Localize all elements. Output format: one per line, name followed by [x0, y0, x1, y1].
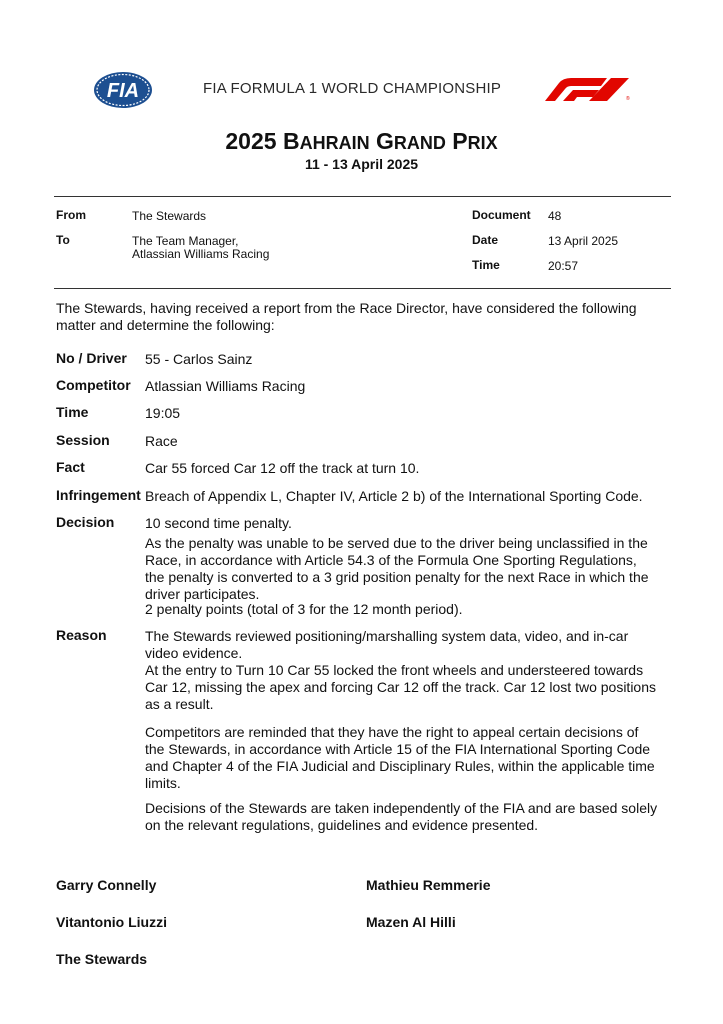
decision-penalty-points: 2 penalty points (total of 3 for the 12 month period).	[145, 601, 463, 617]
fia-logo-text: FIA	[106, 80, 140, 102]
from-value: The Stewards	[132, 209, 207, 223]
date-label: Date	[472, 233, 499, 247]
to-label: To	[56, 233, 70, 247]
event-dates: 11 - 13 April 2025	[304, 156, 419, 172]
steward-signature-3: Vitantonio Liuzzi	[56, 914, 167, 930]
reason-evidence: The Stewards reviewed positioning/marshalling system data, video, and in-car video evidence.	[145, 628, 629, 661]
date-value: 13 April 2025	[548, 234, 619, 248]
infringement-value: Breach of Appendix L, Chapter IV, Article 2 b) of the International Sporting Code.	[145, 488, 643, 504]
divider-top	[54, 196, 671, 197]
fact-label: Fact	[56, 459, 85, 475]
reason-label: Reason	[56, 627, 107, 643]
to-value-line-2: Atlassian Williams Racing	[132, 247, 270, 261]
decision-label: Decision	[56, 514, 115, 530]
to-value-line-1: The Team Manager,	[132, 234, 239, 248]
competitor-label: Competitor	[56, 377, 131, 393]
document-label: Document	[472, 208, 531, 222]
page-title: 2025 BAHRAIN GRAND PRIX	[225, 128, 498, 154]
appeal-notice: Competitors are reminded that they have the right to appeal certain decisions of the Stewards, in accordance with Article 15 of the FIA International Sporting Code and Chapter 4 of the FIA Judicial and Disciplinary Rules, within the applicable time limits.	[145, 724, 655, 791]
decision-penalty: 10 second time penalty.	[145, 515, 292, 531]
fia-logo	[92, 70, 154, 110]
stewards-footer: The Stewards	[56, 951, 148, 967]
incident-time-label: Time	[56, 404, 89, 420]
competitor-value: Atlassian Williams Racing	[145, 378, 306, 394]
f1-logo	[543, 77, 631, 101]
driver-value: 55 - Carlos Sainz	[145, 351, 253, 367]
driver-label: No / Driver	[56, 350, 127, 366]
incident-time-value: 19:05	[145, 405, 181, 421]
decision-grid-penalty: As the penalty was unable to be served due to the driver being unclassified in the Race, in accordance with Article 54.3 of the Formula One Sporting Regulations, the penalty is converted to a 3 grid position penalty for the next Race in which the driver participates.	[145, 535, 649, 602]
steward-signature-1: Garry Connelly	[56, 877, 157, 893]
infringement-label: Infringement	[56, 487, 141, 503]
time-label: Time	[472, 258, 500, 272]
fact-value: Car 55 forced Car 12 off the track at turn 10.	[145, 460, 420, 476]
document-value: 48	[548, 209, 562, 223]
divider-bottom	[54, 288, 671, 289]
session-label: Session	[56, 432, 110, 448]
steward-signature-2: Mathieu Remmerie	[366, 877, 491, 893]
reason-description: At the entry to Turn 10 Car 55 locked the front wheels and understeered towards Car 12, missing the apex and forcing Car 12 off the track. Car 12 lost two positions as a result.	[145, 662, 656, 712]
time-value: 20:57	[548, 259, 579, 273]
championship-name: FIA FORMULA 1 WORLD CHAMPIONSHIP	[203, 80, 502, 97]
independence-notice: Decisions of the Stewards are taken independently of the FIA and are based solely on the relevant regulations, guidelines and evidence presented.	[145, 800, 658, 833]
svg-text:®: ®	[626, 96, 630, 101]
session-value: Race	[145, 433, 178, 449]
steward-signature-4: Mazen Al Hilli	[366, 914, 456, 930]
intro-paragraph: The Stewards, having received a report from the Race Director, have considered the following matter and determine the following:	[56, 300, 637, 333]
from-label: From	[56, 208, 86, 222]
